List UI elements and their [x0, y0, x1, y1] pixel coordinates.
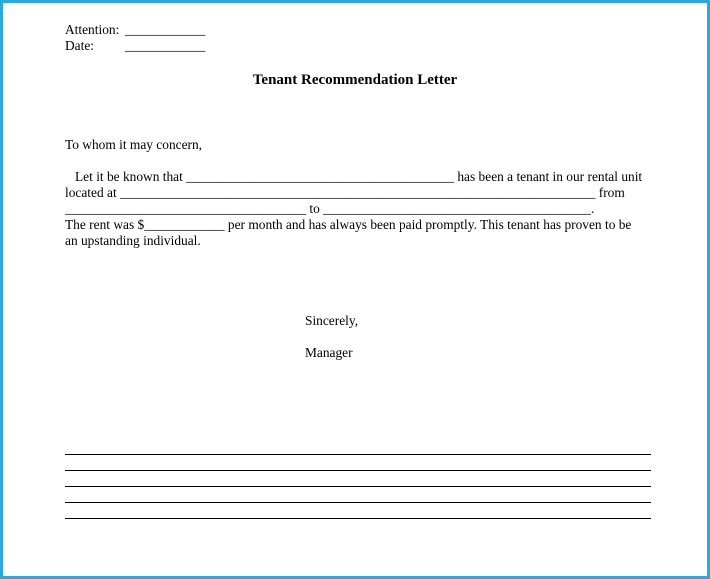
notes-line: [65, 470, 651, 471]
closing-sincerely: Sincerely,: [305, 313, 359, 328]
attention-blank: ____________: [125, 22, 206, 37]
body-line-2: located at _______________________________________________________________________ from: [65, 185, 625, 200]
notes-line: [65, 518, 651, 519]
notes-line: [65, 502, 651, 503]
body-line-5: an upstanding individual.: [65, 233, 201, 248]
salutation: To whom it may concern,: [65, 137, 203, 152]
date-blank: ____________: [125, 38, 206, 53]
body-line-1: Let it be known that ________________________________________ has been a tenant in our rental unit: [75, 169, 643, 184]
notes-line: [65, 486, 651, 487]
body-line-3: ____________________________________ to ________________________________________.: [65, 201, 595, 216]
date-label: Date:: [65, 38, 94, 53]
body-line-4: The rent was $____________ per month and has always been paid promptly. This tenant has proven to be: [65, 217, 632, 232]
closing-signature: Manager: [305, 345, 353, 360]
notes-line: [65, 454, 651, 455]
attention-label: Attention:: [65, 22, 120, 37]
document-title: Tenant Recommendation Letter: [252, 72, 458, 88]
